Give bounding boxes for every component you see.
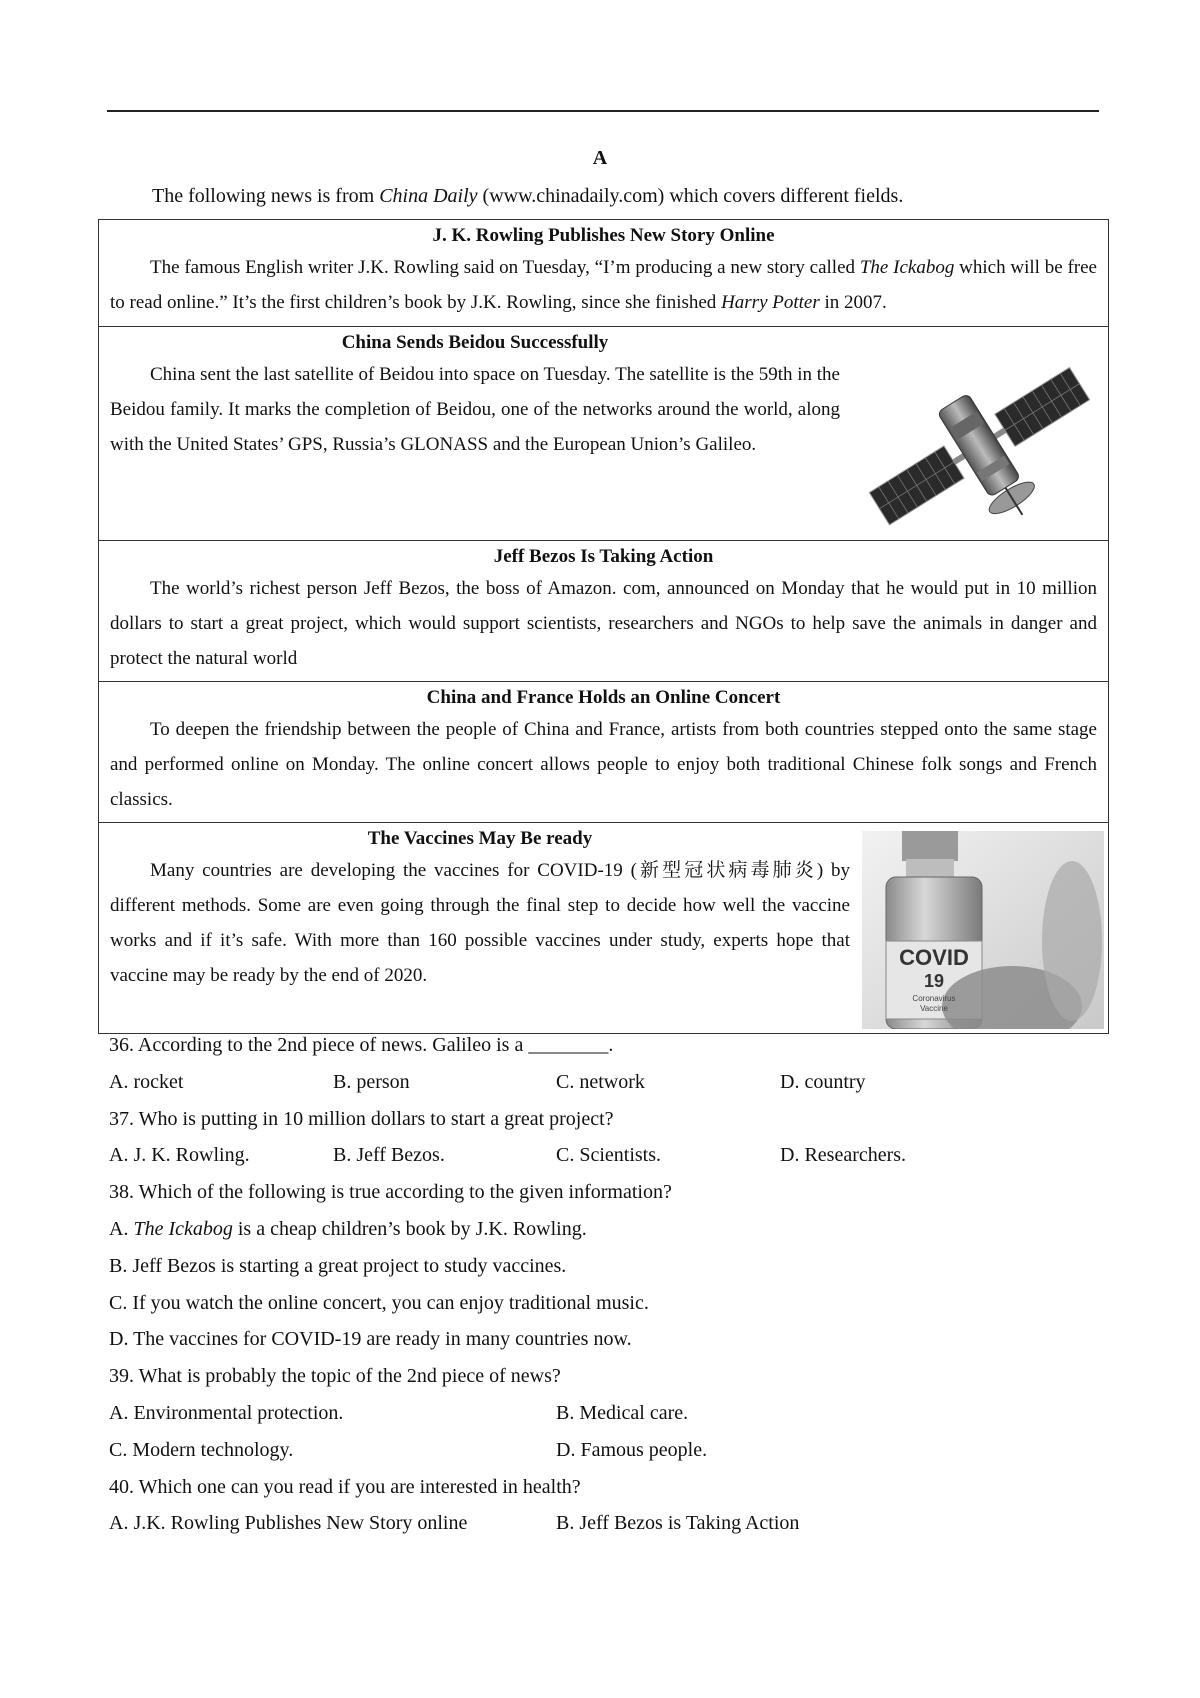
vial-label-coronavirus: Coronavirus: [912, 994, 956, 1003]
vial-label-vaccine: Vaccine: [920, 1004, 948, 1013]
intro-text: [152, 181, 903, 211]
satellite-picture: [860, 355, 1100, 538]
options-36: [109, 1064, 1109, 1101]
option-a: A. J. K. Rowling.: [109, 1144, 250, 1167]
header-rule: [107, 110, 1099, 112]
option-b: B. Medical care.: [556, 1401, 689, 1424]
news-table: [98, 219, 1109, 1034]
intro-source: China Daily: [379, 185, 478, 207]
question-40: 40. Which one can you read if you are interested in health?: [109, 1475, 581, 1498]
option-d: D. The vaccines for COVID-19 are ready in many countries now.: [109, 1328, 632, 1351]
news-item-concert: [99, 682, 1108, 823]
body-text: The famous English writer J.K. Rowling said on Tuesday, “I’m producing a new story called: [150, 257, 860, 278]
vial-label-19: 19: [923, 971, 945, 991]
book-title: Harry Potter: [721, 292, 820, 313]
options-39-row1: [109, 1395, 1109, 1432]
options-39-row2: [109, 1432, 1109, 1469]
news-title: The Vaccines May Be ready: [367, 828, 593, 849]
news-body: To deepen the friendship between the people of China and France, artists from both countries stepped onto the same stage and performed online on Monday. The online concert allows people to enjoy both traditional Chinese folk songs and French classics.: [110, 719, 1097, 810]
option-a: A. J.K. Rowling Publishes New Story online: [109, 1512, 468, 1535]
option-prefix: A.: [109, 1217, 134, 1240]
news-item-bezos: [99, 541, 1108, 682]
option-c: C. If you watch the online concert, you can enjoy traditional music.: [109, 1291, 649, 1314]
news-title: Jeff Bezos Is Taking Action: [493, 546, 714, 567]
question-36: 36. According to the 2nd piece of news. Galileo is a ________.: [109, 1034, 614, 1056]
options-37: [109, 1137, 1109, 1174]
news-body: China sent the last satellite of Beidou into space on Tuesday. The satellite is the 59th in the Beidou family. It marks the completion of Beidou, one of the networks around the world, along with the United States’ GPS, Russia’s GLONASS and the European Union’s Galileo.: [110, 364, 840, 455]
intro-after: (www.chinadaily.com) which covers different fields.: [477, 185, 904, 207]
news-body: [110, 250, 1097, 320]
option-d: D. country: [780, 1070, 866, 1093]
question-38: 38. Which of the following is true according to the given information?: [109, 1181, 672, 1204]
section-heading: A: [592, 147, 608, 169]
news-item-rowling: [99, 220, 1108, 327]
option-a: A. Environmental protection.: [109, 1401, 344, 1424]
news-body: Many countries are developing the vaccines for COVID-19 (新型冠状病毒肺炎) by different methods. Some are even going through the final step to decide how well the vaccine works and if it’s safe. With more than 160 possible vaccines under study, experts hope that vaccine may be ready by the end of 2020.: [110, 860, 850, 986]
option-b: B. person: [333, 1070, 410, 1093]
book-title: The Ickabog: [133, 1217, 233, 1240]
book-title: The Ickabog: [859, 257, 955, 278]
options-40: [109, 1505, 1109, 1542]
option-text: is a cheap children’s book by J.K. Rowling.: [232, 1217, 587, 1240]
vial-label-covid: COVID: [899, 945, 969, 970]
intro-before: The following news is from: [152, 185, 380, 207]
questions-section: [109, 1027, 1109, 1542]
option-b: B. Jeff Bezos is Taking Action: [556, 1512, 800, 1535]
question-39: 39. What is probably the topic of the 2nd piece of news?: [109, 1365, 561, 1388]
news-title: China Sends Beidou Successfully: [341, 332, 609, 353]
option-c: C. Scientists.: [556, 1144, 662, 1167]
option-b: B. Jeff Bezos.: [333, 1144, 445, 1167]
news-body: The world’s richest person Jeff Bezos, the boss of Amazon. com, announced on Monday that he would put in 10 million dollars to start a great project, which would support scientists, researchers and NGOs to help save the animals in danger and protect the natural world: [110, 578, 1097, 669]
news-item-vaccines: [99, 823, 1108, 1033]
option-c: C. Modern technology.: [109, 1438, 294, 1461]
vaccine-vial-picture: [862, 831, 1104, 1029]
body-text: in 2007.: [819, 292, 887, 313]
news-item-beidou: [99, 327, 1108, 541]
body-text: which will be free to read online.” It’s the first children’s book by J.K. Rowling, since she finished: [110, 257, 1097, 313]
option-a: A. rocket: [109, 1070, 184, 1093]
option-b: B. Jeff Bezos is starting a great project to study vaccines.: [109, 1254, 567, 1277]
news-title: J. K. Rowling Publishes New Story Online: [432, 225, 775, 246]
option-d: D. Researchers.: [780, 1144, 907, 1167]
option-a: [109, 1211, 1109, 1248]
question-37: 37. Who is putting in 10 million dollars to start a great project?: [109, 1107, 614, 1130]
news-title: China and France Holds an Online Concert: [426, 687, 781, 708]
option-d: D. Famous people.: [556, 1438, 708, 1461]
option-c: C. network: [556, 1070, 645, 1093]
